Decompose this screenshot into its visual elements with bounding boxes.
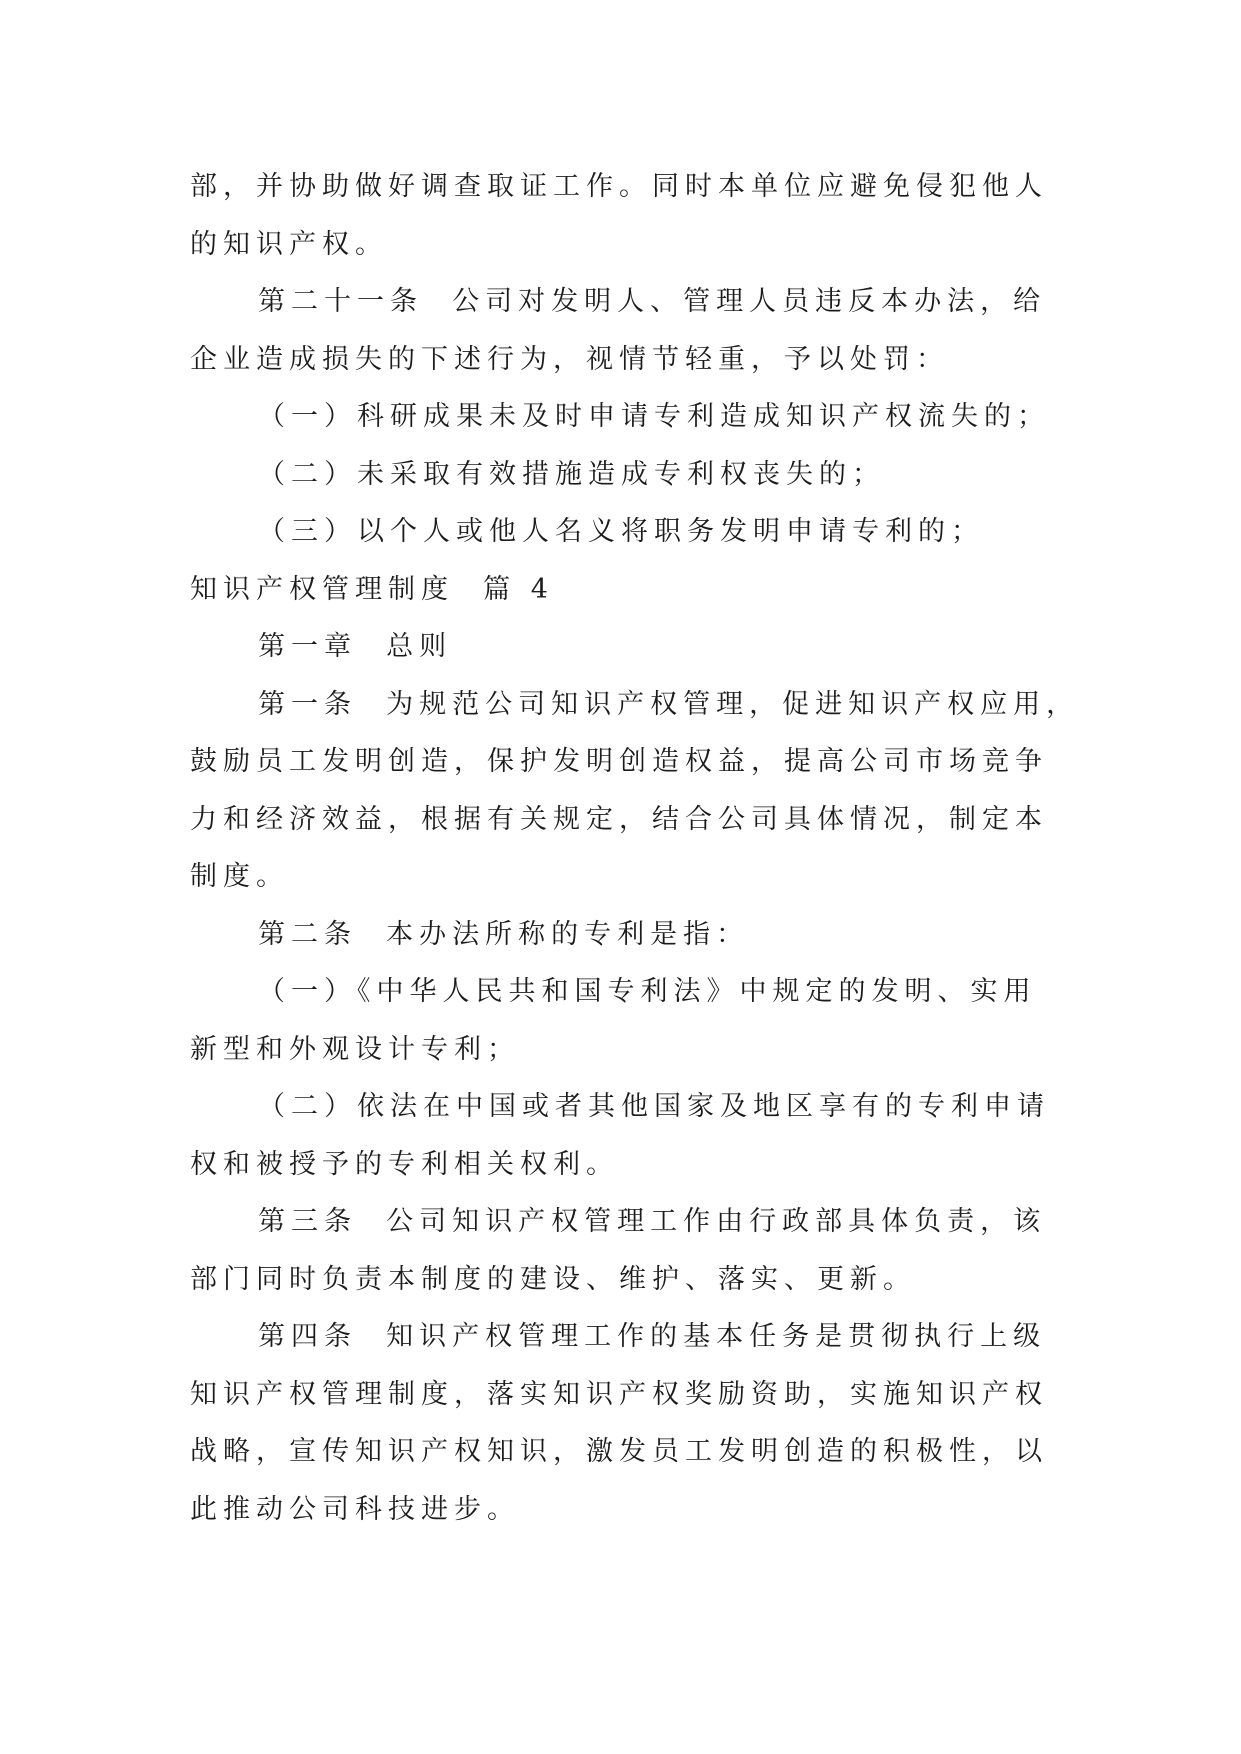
text-line: 此推动公司科技进步。 (190, 1493, 520, 1525)
list-item: （二）未采取有效措施造成专利权丧失的； (258, 458, 885, 490)
text-line: 新型和外观设计专利； (190, 1033, 520, 1065)
list-item: （一）《中华人民共和国专利法》中规定的发明、实用 (258, 976, 1037, 1007)
list-item: （二）依法在中国或者其他国家及地区享有的专利申请 (258, 1091, 1050, 1122)
chapter-heading: 第一章 总则 (258, 631, 453, 662)
article-21-paragraph: 第二十一条 公司对发明人、管理人员违反本办法，给 (258, 286, 1047, 317)
article-1-paragraph: 第一条 为规范公司知识产权管理，促进知识产权应用， (258, 688, 1080, 720)
text-line: 力和经济效益，根据有关规定，结合公司具体情况，制定本 (190, 803, 1048, 835)
text-line: 部门同时负责本制度的建设、维护、落实、更新。 (190, 1263, 916, 1295)
section-title: 知识产权管理制度 篇 4 (190, 573, 554, 605)
text-line: 的知识产权。 (190, 228, 388, 260)
text-line: 企业造成损失的下述行为，视情节轻重，予以处罚： (190, 343, 949, 375)
article-2-paragraph: 第二条 本办法所称的专利是指： (258, 918, 750, 950)
text-line: 鼓励员工发明创造，保护发明创造权益，提高公司市场竞争 (190, 746, 1048, 777)
text-line: 战略，宣传知识产权知识，激发员工发明创造的积极性，以 (190, 1436, 1048, 1467)
text-line: 权和被授予的专利相关权利。 (190, 1148, 619, 1180)
document-body (190, 158, 1090, 1538)
text-line: 制度。 (190, 861, 289, 892)
article-3-paragraph: 第三条 公司知识产权管理工作由行政部具体负责，该 (258, 1206, 1047, 1237)
list-item: （三）以个人或他人名义将职务发明申请专利的； (258, 516, 984, 547)
text-line: 知识产权管理制度，落实知识产权奖励资助，实施知识产权 (190, 1378, 1048, 1410)
list-item: （一）科研成果未及时申请专利造成知识产权流失的； (258, 401, 1050, 432)
article-4-paragraph: 第四条 知识产权管理工作的基本任务是贯彻执行上级 (258, 1321, 1047, 1352)
text-line: 部，并协助做好调查取证工作。同时本单位应避免侵犯他人 (190, 171, 1048, 202)
